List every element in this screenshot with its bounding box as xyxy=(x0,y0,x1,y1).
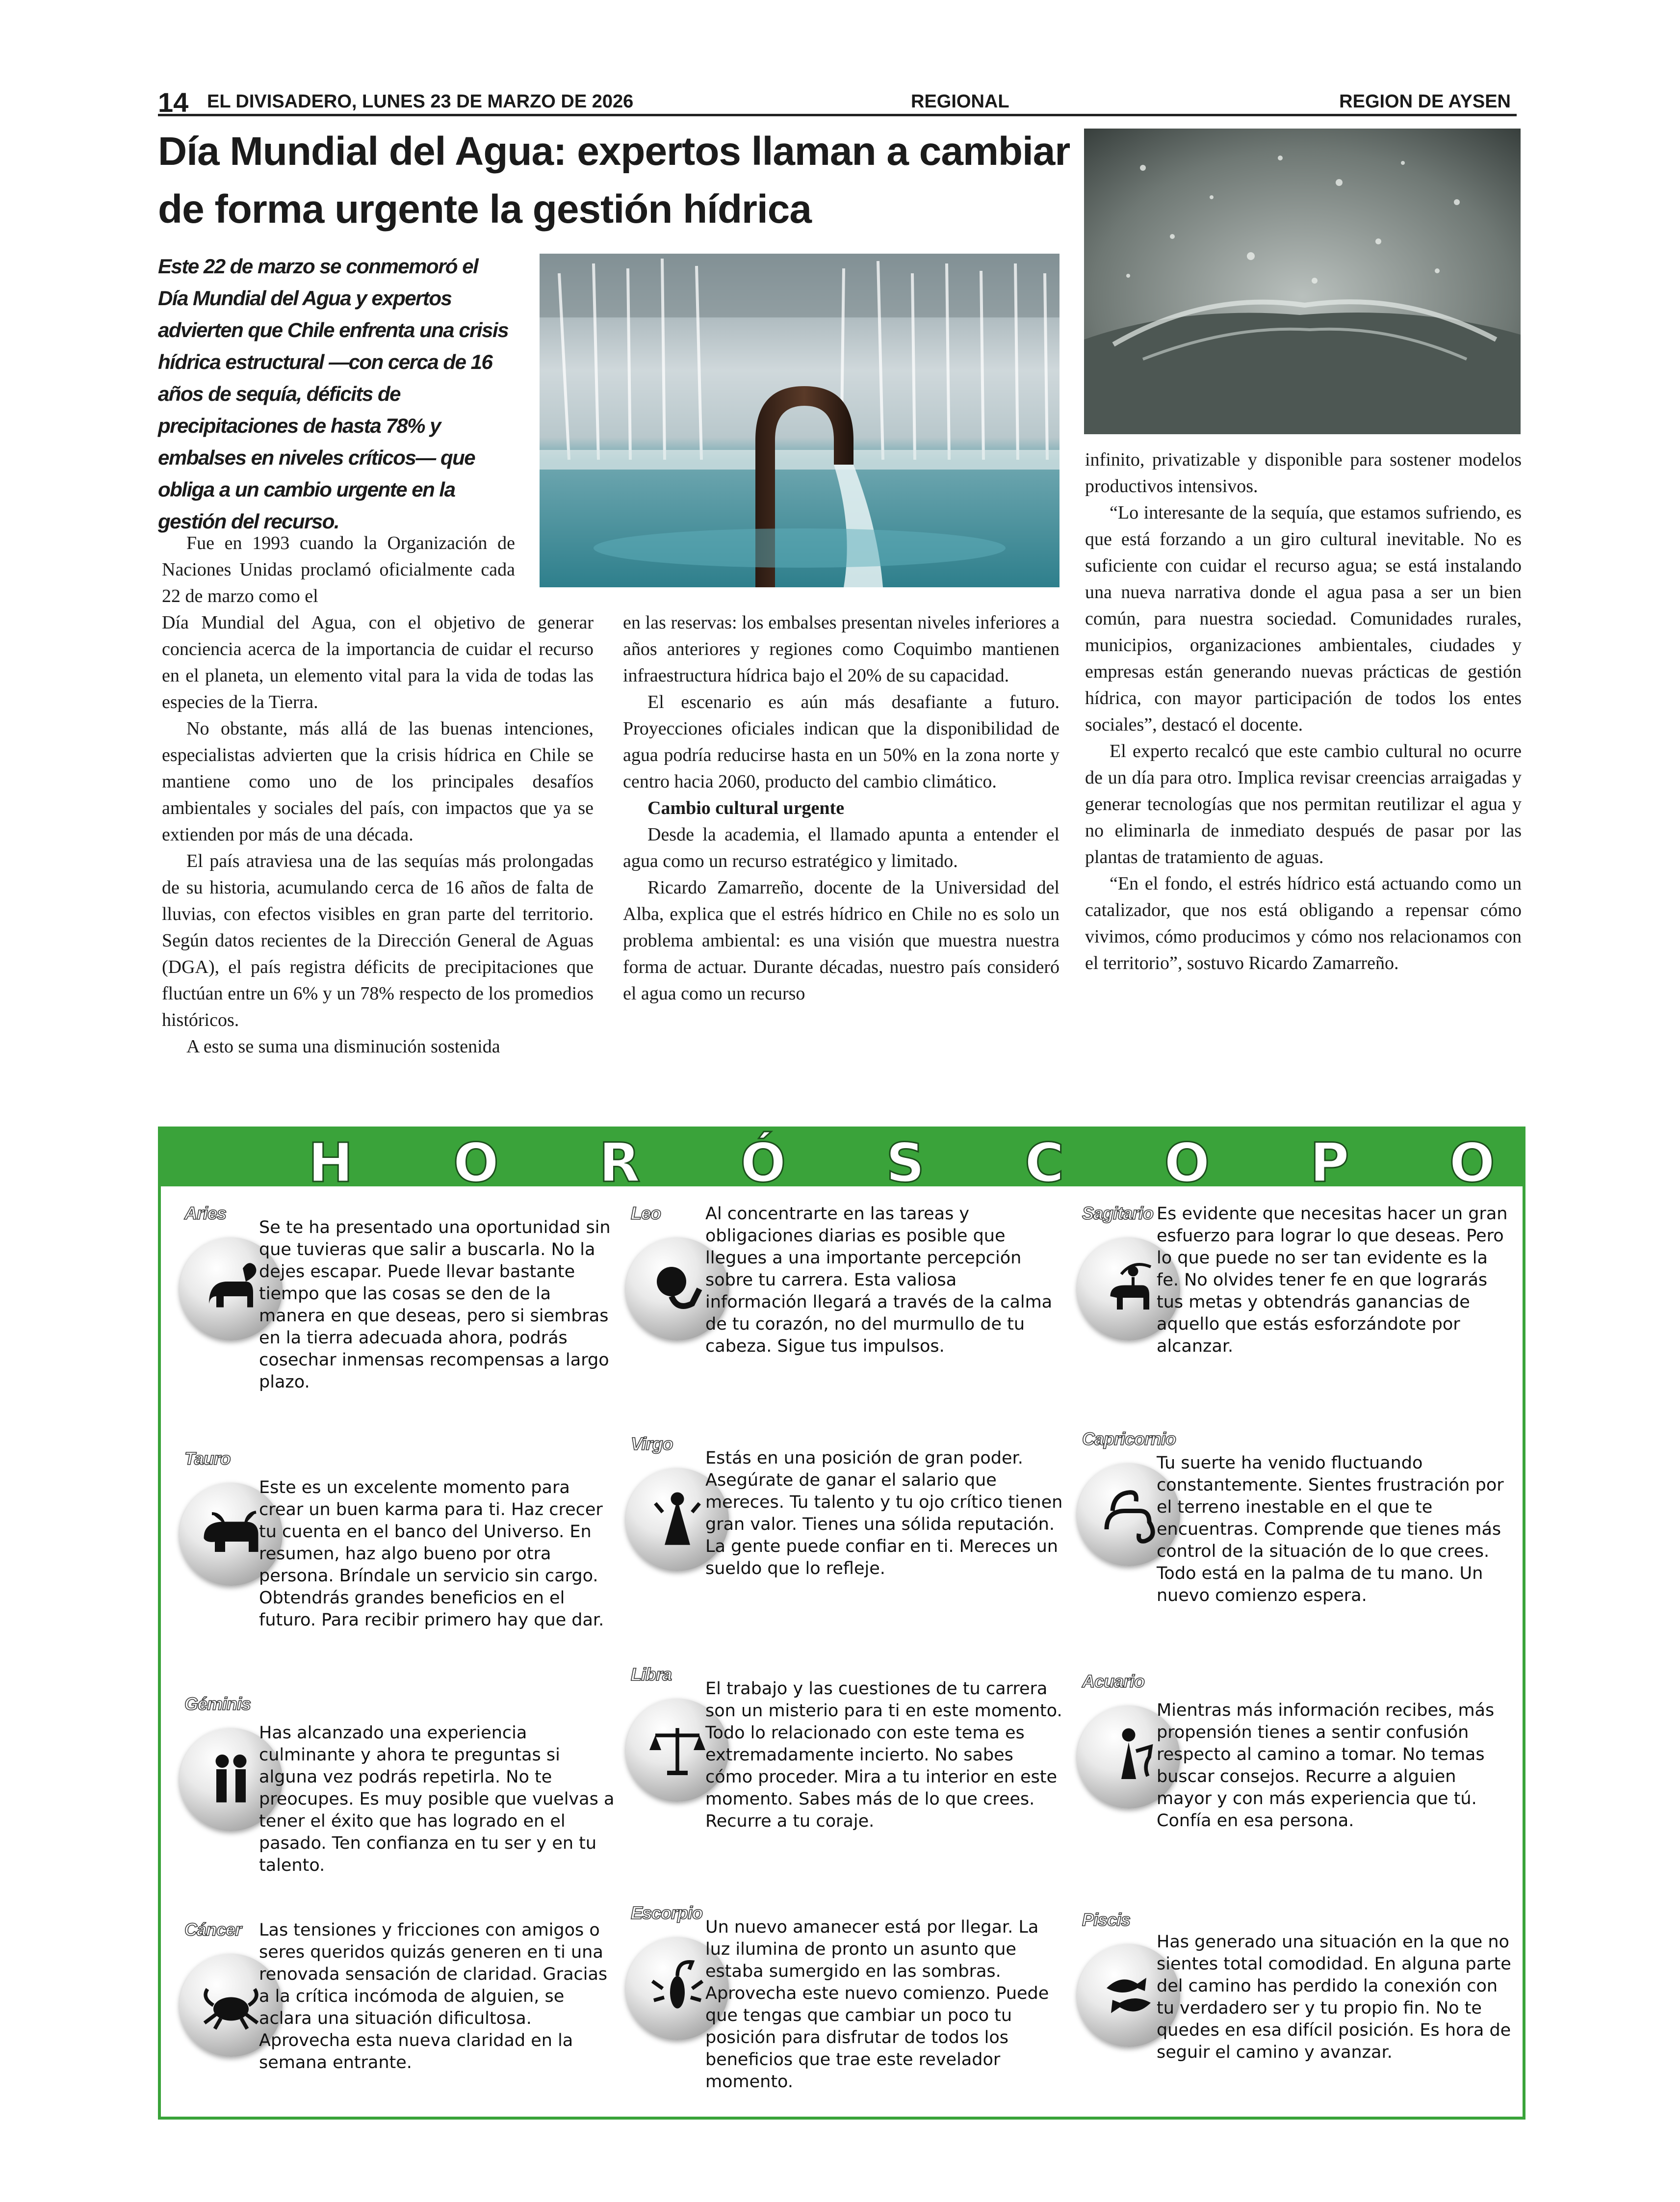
publication-date: EL DIVISADERO, LUNES 23 DE MARZO DE 2026 xyxy=(207,91,634,112)
sign-text: Las tensiones y fricciones con amigos o seres queridos quizás generen en ti una renovada sensación de claridad. Gracias a la crítica incómoda de alguien, se aclara una situación dificultosa. Aprovecha esta nueva claridad en la semana entrante. xyxy=(259,1920,608,2072)
horoscope-sagitario xyxy=(1068,1203,1515,1429)
sign-text: Este es un excelente momento para crear un buen karma para ti. Haz crecer tu cuenta en el banco del Universo. En resumen, haz algo bueno por otra persona. Bríndale un servicio sin cargo. Obtendrás grandes beneficios en el futuro. Para recibir primero hay que dar. xyxy=(259,1478,604,1630)
article-headline xyxy=(158,123,1090,238)
horoscope-tauro xyxy=(171,1448,617,1674)
article-paragraph: en las reservas: los embalses presentan niveles inferiores a años anteriores y regiones como Coquimbo mantienen infraestructura hídrica bajo el 20% de su capacidad. xyxy=(623,612,1060,686)
sign-name: Sagitario xyxy=(1082,1203,1154,1223)
sign-name: Piscis xyxy=(1082,1910,1131,1930)
sign-text: Has alcanzado una experiencia culminante y ahora te preguntas si alguna vez podrás repetirla. No te preocupes. Es muy posible que vuelvas a tener el éxito que has logrado en el pasado. Ten confianza en tu ser y en tu talento. xyxy=(259,1723,615,1875)
article-column-1-intro xyxy=(162,530,515,609)
fountain-image xyxy=(540,254,1060,587)
horoscope-piscis xyxy=(1068,1910,1515,2135)
horoscope-title-letter: O xyxy=(1449,1131,1495,1194)
horoscope-capricornio xyxy=(1068,1429,1515,1654)
headline-line-2: de forma urgente la gestión hídrica xyxy=(158,187,811,232)
article-paragraph: “En el fondo, el estrés hídrico está actuando como un catalizador, que nos está obligando a repensar cómo vivimos, cómo producimos y cómo nos relacionamos con el territorio”, sostuvo Ricardo Zamarreño. xyxy=(1085,873,1522,973)
sign-name: Virgo xyxy=(631,1434,673,1454)
horoscope-title-letter: R xyxy=(598,1131,641,1194)
headline-line-1: Día Mundial del Agua: expertos llaman a cambiar xyxy=(158,129,1070,174)
article-paragraph: infinito, privatizable y disponible para sostener modelos productivos intensivos. xyxy=(1085,449,1522,497)
sign-name: Leo xyxy=(631,1203,661,1223)
sign-text: Tu suerte ha venido fluctuando constantemente. Sientes frustración por el terreno inestable en el que te encuentras. Comprende que tienes más control de la situación de lo que crees. Todo está en la palma de tu mano. Un nuevo comienzo espera. xyxy=(1157,1453,1504,1605)
article-column-3 xyxy=(1085,446,1522,976)
sign-name: Cáncer xyxy=(184,1919,242,1940)
article-paragraph: A esto se suma una disminución sostenida xyxy=(186,1036,500,1057)
article-paragraph: El experto recalcó que este cambio cultural no ocurre de un día para otro. Implica revisar creencias arraigadas y generar tecnologías que nos permitan reutilizar el agua y no eliminarla de inmediato después de pasar por las plantas de tratamiento de aguas. xyxy=(1085,741,1522,867)
sign-text: Has generado una situación en la que no sientes total comodidad. En alguna parte del camino has perdido la conexión con tu verdadero ser y tu propio fin. No te quedes en esa difícil posición. Es hora de seguir el camino y avanzar. xyxy=(1157,1932,1511,2062)
horoscope-virgo xyxy=(617,1434,1063,1659)
article-lede: Este 22 de marzo se conmemoró el Día Mundial del Agua y expertos advierten que Chile enfrenta una crisis hídrica estructural —con cerca de 16 años de sequía, déficits de precipitaciones de hasta 78% y embalses en niveles críticos— que obliga a un cambio urgente en la gestión del recurso. xyxy=(158,255,509,533)
article-paragraph: El escenario es aún más desafiante a futuro. Proyecciones oficiales indican que la disponibilidad de agua podría reducirse hasta en un 50% en la zona norte y centro hacia 2060, producto del cambio climático. xyxy=(623,692,1060,792)
rain-splash-photo xyxy=(1084,129,1521,434)
sign-name: Acuario xyxy=(1082,1671,1145,1691)
horoscope-title-letter: C xyxy=(1024,1131,1064,1194)
article-paragraph: Desde la academia, el llamado apunta a entender el agua como un recurso estratégico y limitado. xyxy=(623,824,1060,871)
horoscope-title-letter: P xyxy=(1310,1131,1349,1194)
article-paragraph: “Lo interesante de la sequía, que estamos sufriendo, es que está forzando a un giro cultural inevitable. No es suficiente con cuidar el recurso agua; se está instalando una nueva narrativa donde el agua pasa a ser un bien común, para nuestra sociedad. Comunidades rurales, municipios, organizaciones ambientales, ciudades y empresas están generando nuevas prácticas de gestión hídrica, con mayor participación de todos los entes sociales”, destacó el docente. xyxy=(1085,502,1522,735)
horoscope-title-letter: O xyxy=(1164,1131,1210,1194)
sign-text: Un nuevo amanecer está por llegar. La luz ilumina de pronto un asunto que estaba sumergido en las sombras. Aprovecha este nuevo comienzo. Puede que tengas que cambiar un poco tu posición para disfrutar de todos los beneficios que trae este revelador momento. xyxy=(705,1917,1049,2092)
fountain-photo xyxy=(540,254,1060,587)
sign-text: Se te ha presentado una oportunidad sin que tuvieras que salir a buscarla. No la dejes escapar. Puede llevar bastante tiempo que las cosas se den de la manera en que deseas, pero si siembras en la tierra adecuada ahora, podrás cosechar inmensas recompensas a largo plazo. xyxy=(259,1218,611,1392)
horoscope-cancer xyxy=(171,1919,617,2145)
article-subhead: Cambio cultural urgente xyxy=(647,798,845,818)
rain-splash-image xyxy=(1084,129,1521,434)
sign-name: Libra xyxy=(631,1664,672,1684)
horoscope-box xyxy=(158,1127,1525,2120)
article-column-2 xyxy=(623,609,1060,1007)
sign-text: Es evidente que necesitas hacer un gran esfuerzo para lograr lo que deseas. Pero lo que puede no ser tan evidente es la fe. No olvides tener fe en que lograrás tus metas y obtendrás ganancias de aquello que estás esforzándote por alcanzar. xyxy=(1157,1204,1508,1356)
section-name: REGIONAL xyxy=(911,91,1009,112)
page-header xyxy=(158,86,1517,116)
article-paragraph: Día Mundial del Agua, con el objetivo de generar conciencia acerca de la importancia de cuidar el recurso en el planeta, un elemento vital para la vida de todas las especies de la Tierra. xyxy=(162,612,594,712)
horoscope-leo xyxy=(617,1203,1063,1429)
horoscope-title-letter: H xyxy=(308,1131,354,1194)
horoscope-title xyxy=(308,1131,1495,1194)
horoscope-escorpio xyxy=(617,1903,1063,2128)
horoscope-aries xyxy=(171,1203,617,1429)
sign-text: Mientras más información recibes, más propensión tienes a sentir confusión respecto al camino a tomar. No temas buscar consejos. Recurre a alguien mayor y con más experiencia que tú. Confía en esa persona. xyxy=(1157,1701,1495,1831)
article-paragraph: Fue en 1993 cuando la Organización de Naciones Unidas proclamó oficialmente cada 22 de marzo como el xyxy=(162,533,515,606)
region-name: REGION DE AYSEN xyxy=(1339,91,1511,112)
sign-name: Capricornio xyxy=(1082,1429,1176,1449)
horoscope-libra xyxy=(617,1664,1063,1890)
article-paragraph: No obstante, más allá de las buenas intenciones, especialistas advierten que la crisis hídrica en Chile se mantiene como uno de los principales desafíos ambientales y sociales del país, con impactos que ya se extienden por más de una década. xyxy=(162,718,594,845)
sign-name: Escorpio xyxy=(631,1903,703,1923)
article-column-1 xyxy=(162,609,594,1060)
horoscope-title-letter: O xyxy=(453,1131,499,1194)
article-paragraph: El país atraviesa una de las sequías más prolongadas de su historia, acumulando cerca de 16 años de falta de lluvias, con efectos visibles en gran parte del territorio. Según datos recientes de la Dirección General de Aguas (DGA), el país registra déficits de precipitaciones que fluctúan entre un 6% y un 78% respecto de los promedios históricos. xyxy=(162,851,594,1030)
horoscope-title-letter: Ó xyxy=(740,1131,786,1194)
sign-name: Géminis xyxy=(184,1694,251,1714)
horoscope-title-band xyxy=(161,1129,1523,1194)
horoscope-geminis xyxy=(171,1694,617,1919)
sign-text: El trabajo y las cuestiones de tu carrera son un misterio para ti en este momento. Todo lo relacionado con este tema es extremadamente incierto. No sabes cómo proceder. Mira a tu interior en este momento. Sabes más de lo que crees. Recurre a tu coraje. xyxy=(705,1679,1062,1831)
article-paragraph: Ricardo Zamarreño, docente de la Universidad del Alba, explica que el estrés hídrico en Chile no es solo un problema ambiental: es una visión que muestra nuestra forma de actuar. Durante décadas, nuestro país consideró el agua como un recurso xyxy=(623,877,1060,1004)
sign-name: Aries xyxy=(184,1203,227,1223)
horoscope-acuario xyxy=(1068,1671,1515,1897)
sign-name: Tauro xyxy=(184,1448,231,1468)
horoscope-title-letter: S xyxy=(886,1131,925,1194)
sign-text: Estás en una posición de gran poder. Asegúrate de ganar el salario que mereces. Tu talento y tu ojo crítico tienen gran valor. Tienes una sólida reputación. La gente puede confiar en ti. Mereces un sueldo que lo refleje. xyxy=(705,1448,1063,1578)
sign-text: Al concentrarte en las tareas y obligaciones diarias es posible que llegues a una importante percepción sobre tu carrera. Esta valiosa información llegará a través de la calma de tu corazón, no del murmullo de tu cabeza. Sigue tus impulsos. xyxy=(705,1204,1053,1356)
page-number: 14 xyxy=(158,87,189,118)
